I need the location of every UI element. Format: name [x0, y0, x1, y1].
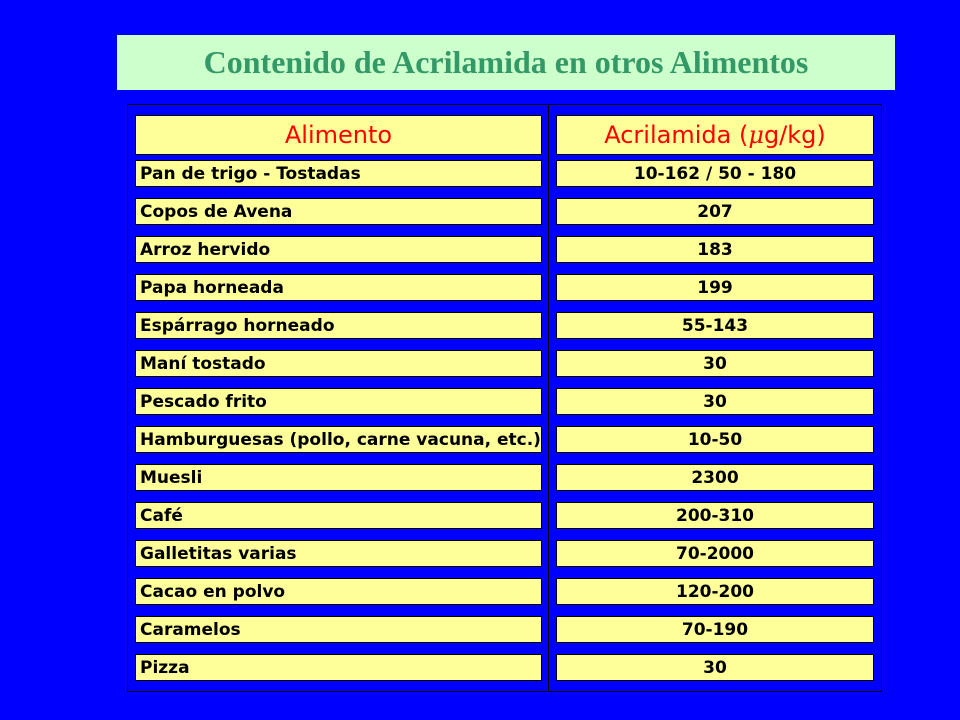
food-name: Maní tostado [140, 353, 266, 374]
food-name: Arroz hervido [140, 239, 271, 260]
acrylamide-value: 2300 [691, 467, 739, 488]
column-divider [548, 104, 549, 692]
acrylamide-value: 200-310 [675, 505, 755, 526]
acrylamide-cell [556, 274, 874, 301]
food-name: Cacao en polvo [140, 581, 286, 602]
acrylamide-cell [556, 312, 874, 339]
acrylamide-cell [556, 198, 874, 225]
food-cell [135, 426, 542, 453]
acrylamide-value: 70-2000 [675, 543, 755, 564]
acrylamide-value: 10-50 [687, 429, 743, 450]
acrylamide-cell [556, 350, 874, 377]
food-cell [135, 312, 542, 339]
food-name: Pizza [140, 657, 190, 678]
acrylamide-value: 30 [703, 391, 727, 412]
acrylamide-value: 120-200 [675, 581, 755, 602]
food-cell [135, 578, 542, 605]
food-cell [135, 464, 542, 491]
food-name: Pescado frito [140, 391, 267, 412]
header-acrylamide-label: Acrilamida (μg/kg) [604, 121, 826, 149]
acrylamide-value: 55-143 [681, 315, 749, 336]
mu-symbol: μ [748, 121, 764, 149]
food-cell [135, 350, 542, 377]
food-name: Papa horneada [140, 277, 284, 298]
page-title: Contenido de Acrilamida en otros Alimentos [203, 44, 809, 80]
acrylamide-value: 199 [697, 277, 733, 298]
food-cell [135, 198, 542, 225]
food-cell [135, 654, 542, 681]
food-cell [135, 616, 542, 643]
acrylamide-value: 207 [697, 201, 733, 222]
acrylamide-cell [556, 654, 874, 681]
food-cell [135, 388, 542, 415]
food-name: Hamburguesas (pollo, carne vacuna, etc.) [140, 429, 541, 450]
food-name: Galletitas varias [140, 543, 297, 564]
food-cell [135, 236, 542, 263]
acrylamide-cell [556, 388, 874, 415]
food-cell [135, 274, 542, 301]
acrylamide-cell [556, 236, 874, 263]
food-name: Espárrago horneado [140, 315, 335, 336]
acrylamide-cell [556, 426, 874, 453]
acrylamide-value: 10-162 / 50 - 180 [633, 163, 797, 184]
acrylamide-cell [556, 540, 874, 567]
acrylamide-cell [556, 616, 874, 643]
title-banner [117, 35, 895, 90]
header-food [135, 115, 542, 155]
acrylamide-value: 183 [697, 239, 733, 260]
acrylamide-cell [556, 160, 874, 187]
food-name: Caramelos [140, 619, 241, 640]
header-food-label: Alimento [284, 121, 393, 149]
food-name: Café [140, 505, 183, 526]
acrylamide-value: 30 [703, 353, 727, 374]
food-cell [135, 540, 542, 567]
acrylamide-cell [556, 464, 874, 491]
acrylamide-cell [556, 578, 874, 605]
acrylamide-value: 30 [703, 657, 727, 678]
food-cell [135, 160, 542, 187]
food-cell [135, 502, 542, 529]
food-name: Pan de trigo - Tostadas [140, 163, 361, 184]
header-acrylamide [556, 115, 874, 155]
acrylamide-cell [556, 502, 874, 529]
food-name: Copos de Avena [140, 201, 293, 222]
food-name: Muesli [140, 467, 203, 488]
acrylamide-value: 70-190 [681, 619, 749, 640]
